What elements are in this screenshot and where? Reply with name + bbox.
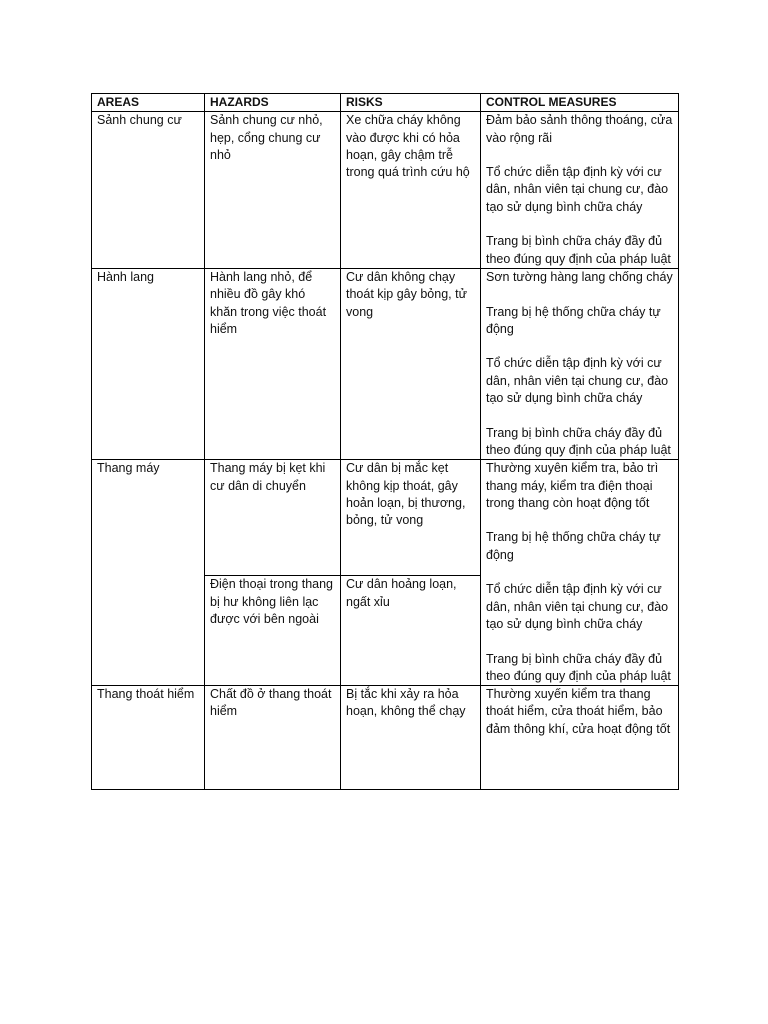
- hazard-cell: Hành lang nhỏ, để nhiều đồ gây khó khăn trong việc thoát hiểm: [205, 268, 341, 459]
- table-row: [92, 460, 679, 576]
- risk-cell: Cư dân bị mắc kẹt không kịp thoát, gây hoản loạn, bị thương, bỏng, tử vong: [341, 460, 481, 576]
- control-measure: Trang bị bình chữa cháy đầy đủ theo đúng quy định của pháp luật: [486, 234, 671, 266]
- risk-cell: Cư dân không chạy thoát kịp gây bỏng, tử vong: [341, 268, 481, 459]
- header-row: [92, 94, 679, 112]
- control-measure: Thường xuyên kiểm tra, bảo trì thang máy, kiểm tra điện thoại trong thang còn hoạt động tốt: [486, 461, 659, 510]
- hazard-cell: Chất đồ ở thang thoát hiểm: [205, 686, 341, 790]
- risk-cell: Bị tắc khi xảy ra hỏa hoạn, không thể chạy: [341, 686, 481, 790]
- table-row: [92, 686, 679, 790]
- control-cell: [481, 460, 679, 686]
- control-cell: [481, 268, 679, 459]
- control-measure: Đảm bảo sảnh thông thoáng, cửa vào rộng rãi: [486, 113, 673, 145]
- control-cell: [481, 112, 679, 269]
- header-control-measures: CONTROL MEASURES: [481, 94, 679, 112]
- area-cell: Thang máy: [92, 460, 205, 686]
- control-cell: [481, 686, 679, 790]
- control-measure: Tổ chức diễn tập định kỳ với cư dân, nhân viên tại chung cư, đào tạo sử dụng bình chữa cháy: [486, 356, 669, 406]
- hazard-cell: Sảnh chung cư nhỏ, hẹp, cổng chung cư nhỏ: [205, 112, 341, 269]
- control-measure: Trang bị hệ thống chữa cháy tự động: [486, 304, 661, 336]
- control-measure: Trang bị hệ thống chữa cháy tự động: [486, 530, 661, 562]
- table-row: [92, 112, 679, 269]
- area-cell: Sảnh chung cư: [92, 112, 205, 269]
- control-measure: Sơn tường hàng lang chống cháy: [486, 269, 673, 284]
- table-row: [92, 268, 679, 459]
- control-measure: Tổ chức diễn tập định kỳ với cư dân, nhân viên tại chung cư, đào tạo sử dụng bình chữa cháy: [486, 165, 669, 214]
- header-areas: AREAS: [92, 94, 205, 112]
- risk-cell: Cư dân hoảng loạn, ngất xỉu: [341, 576, 481, 686]
- header-risks: RISKS: [341, 94, 481, 112]
- control-measure: Tổ chức diễn tập định kỳ với cư dân, nhân viên tại chung cư, đào tạo sử dụng bình chữa cháy: [486, 582, 669, 631]
- area-cell: Hành lang: [92, 268, 205, 459]
- control-measure: Thường xuyến kiểm tra thang thoát hiểm, cửa thoát hiểm, bảo đảm thông khí, cửa hoạt động tốt: [486, 687, 671, 736]
- control-measure: Trang bị bình chữa cháy đầy đủ theo đúng quy định của pháp luật: [486, 425, 671, 457]
- control-measure: Trang bị bình chữa cháy đầy đủ theo đúng quy định của pháp luật: [486, 651, 671, 683]
- hazard-cell: Thang máy bị kẹt khi cư dân di chuyển: [205, 460, 341, 576]
- risk-cell: Xe chữa cháy không vào được khi có hỏa hoạn, gây chậm trễ trong quá trình cứu hộ: [341, 112, 481, 269]
- risk-assessment-table: [91, 93, 679, 790]
- header-hazards: HAZARDS: [205, 94, 341, 112]
- hazard-cell: Điện thoại trong thang bị hư không liên lạc được với bên ngoài: [205, 576, 341, 686]
- area-cell: Thang thoát hiểm: [92, 686, 205, 790]
